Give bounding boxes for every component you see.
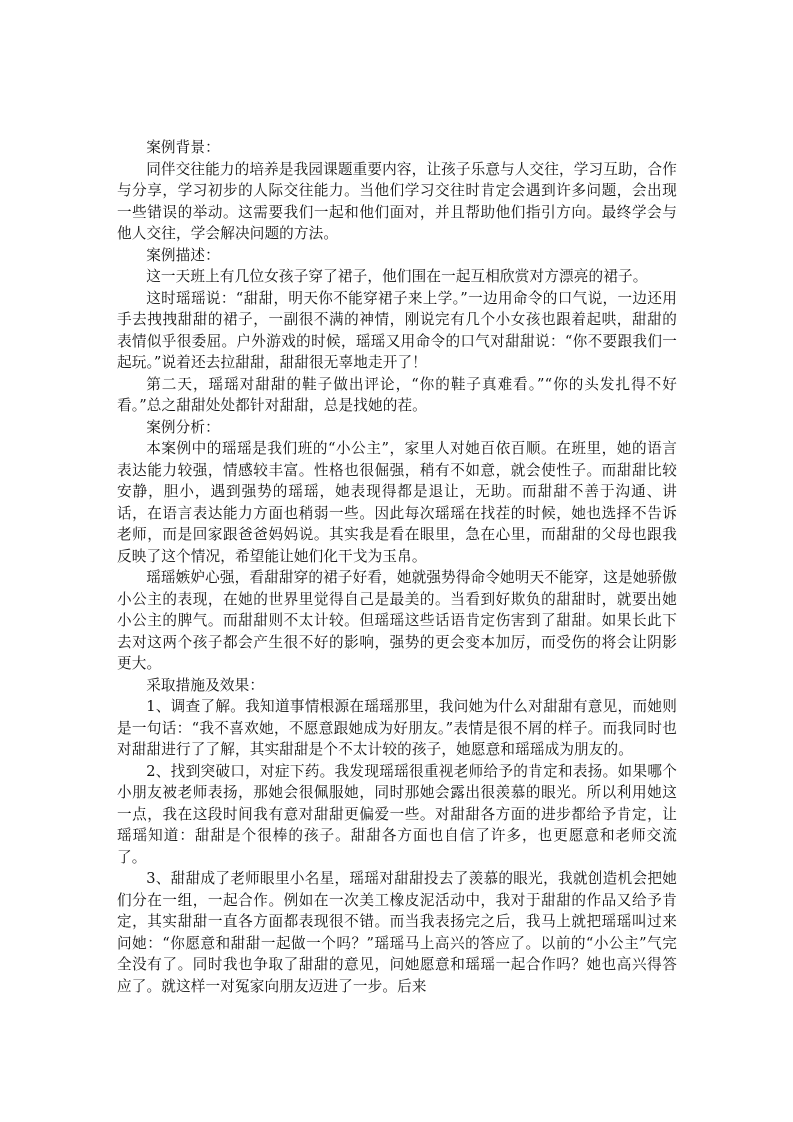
paragraph: 本案例中的瑶瑶是我们班的“小公主”，家里人对她百依百顺。在班里，她的语言表达能力较强，情感较丰富。性格也很倔强，稍有不如意，就会使性子。而甜甜比较安静，胆小，遇到强势的瑶瑶，她表现得都是退让，无助。而甜甜不善于沟通、讲话，在语言表达能力方面也稍弱一些。因此每次瑶瑶在找茬的时候，她也选择不告诉老师，而是回家跟爸爸妈妈说。其实我是看在眼里，急在心里，而甜甜的父母也跟我反映了这个情况，希望能让她们化干戈为玉帛。 bbox=[117, 440, 677, 565]
paragraph: 这一天班上有几位女孩子穿了裙子，他们围在一起互相欣赏对方漂亮的裙子。 bbox=[146, 268, 648, 285]
section-heading-measures: 采取措施及效果： bbox=[146, 676, 265, 694]
paragraph: 2、找到突破口，对症下药。我发现瑶瑶很重视老师给予的肯定和表扬。如果哪个小朋友被老师表扬，那她会很佩服她，同时那她会露出很羡慕的眼光。所以利用她这一点，我在这段时间我有意对甜甜更偏爱一些。对甜甜各方面的进步都给予肯定，让瑶瑶知道：甜甜是个很棒的孩子。甜甜各方面也自信了许多，也更愿意和老师交流了。 bbox=[117, 762, 677, 866]
paragraph: 第二天，瑶瑶对甜甜的鞋子做出评论，“你的鞋子真难看。”“你的头发扎得不好看。”总之甜甜处处都针对甜甜，总是找她的茬。 bbox=[117, 375, 677, 414]
section-heading-analysis: 案例分析： bbox=[146, 418, 220, 436]
paragraph: 这时瑶瑶说：“甜甜，明天你不能穿裙子来上学。”一边用命令的口气说，一边还用手去拽拽甜甜的裙子，一副很不满的神情，刚说完有几个小女孩也跟着起哄，甜甜的表情似乎很委屈。户外游戏的时候，瑶瑶又用命令的口气对甜甜说：“你不要跟我们一起玩。”说着还去拉甜甜，甜甜很无辜地走开了！ bbox=[117, 289, 677, 371]
section-heading-background: 案例背景： bbox=[146, 139, 220, 156]
paragraph: 同伴交往能力的培养是我园课题重要内容，让孩子乐意与人交往，学习互助，合作与分享，学习初步的人际交往能力。当他们学习交往时肯定会遇到许多问题，会出现一些错误的举动。这需要我们一起和他们面对，并且帮助他们指引方向。最终学会与他人交往，学会解决问题的方法。 bbox=[117, 160, 677, 242]
paragraph: 瑶瑶嫉妒心强，看甜甜穿的裙子好看，她就强势得命令她明天不能穿，这是她骄傲小公主的表现，在她的世界里觉得自己是最美的。当看到好欺负的甜甜时，就要出她小公主的脾气。而甜甜则不太计较。但瑶瑶这些话语肯定伤害到了甜甜。如果长此下去对这两个孩子都会产生很不好的影响，强势的更会变本加厉，而受伤的将会让阴影更大。 bbox=[117, 569, 677, 672]
paragraph: 3、甜甜成了老师眼里小名星，瑶瑶对甜甜投去了羡慕的眼光，我就创造机会把她们分在一组，一起合作。例如在一次美工橡皮泥活动中，我对于甜甜的作品又给予肯定，其实甜甜一直各方面都表现很不错。而当我表扬完之后，我马上就把瑶瑶叫过来问她：“你愿意和甜甜一起做一个吗？”瑶瑶马上高兴的答应了。以前的“小公主”气完全没有了。同时我也争取了甜甜的意见，问她愿意和瑶瑶一起合作吗？她也高兴得答应了。就这样一对冤家向朋友迈进了一步。后来 bbox=[117, 870, 677, 995]
paragraph: 1、调查了解。我知道事情根源在瑶瑶那里，我问她为什么对甜甜有意见，而她则是一句话：“我不喜欢她，不愿意跟她成为好朋友。”表情是很不屑的样子。而我同时也对甜甜进行了了解，其实甜甜是个不太计较的孩子，她愿意和瑶瑶成为朋友的。 bbox=[117, 698, 677, 758]
document-page bbox=[117, 137, 677, 997]
section-measures bbox=[117, 675, 677, 998]
section-background bbox=[117, 137, 677, 245]
section-heading-description: 案例描述： bbox=[146, 246, 220, 264]
section-analysis bbox=[117, 417, 677, 675]
section-description bbox=[117, 245, 677, 417]
